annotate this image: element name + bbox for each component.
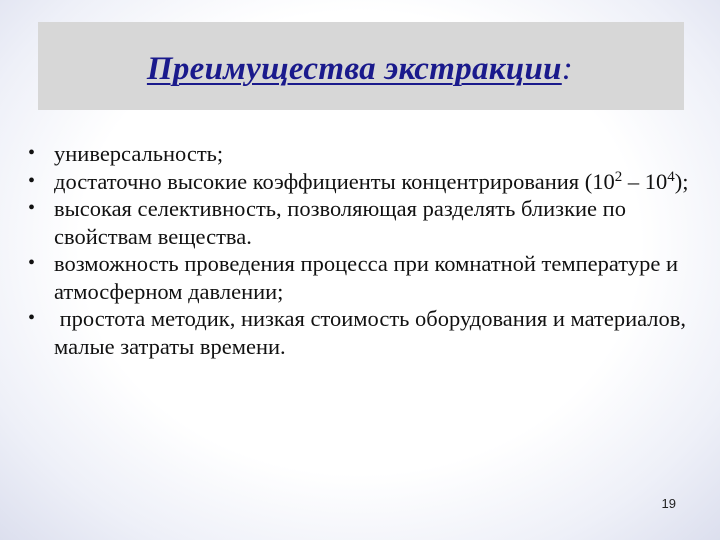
bullet-list — [22, 140, 702, 360]
bullet-text: простота методик, низкая стоимость оборудования и материалов, малые затраты времени. — [54, 306, 692, 359]
list-item — [22, 140, 702, 168]
list-item — [22, 168, 702, 196]
bullet-icon: • — [28, 142, 36, 164]
bullet-text: – 10 — [622, 168, 668, 194]
slide-title-text: Преимущества экстракции — [146, 51, 562, 87]
bullet-icon: • — [28, 307, 36, 329]
bullet-icon: • — [28, 252, 36, 274]
page-number: 19 — [661, 496, 676, 511]
bullet-icon: • — [28, 169, 36, 192]
bullet-text: ); — [674, 168, 689, 194]
list-item — [22, 250, 702, 305]
slide-title-colon: : — [561, 51, 574, 87]
bullet-text: универсальность; — [54, 141, 224, 166]
bullet-text: высокая селективность, позволяющая разделять близкие по свойствам вещества. — [54, 196, 626, 249]
bullet-text: возможность проведения процесса при комнатной температуре и атмосферном давлении; — [54, 251, 678, 304]
slide-title — [0, 49, 720, 89]
superscript: 4 — [667, 168, 675, 185]
list-item — [22, 195, 702, 250]
bullet-icon: • — [28, 197, 36, 219]
superscript: 2 — [614, 168, 623, 185]
list-item — [22, 305, 702, 360]
bullet-text: достаточно высокие коэффициенты концентрирования (10 — [54, 168, 615, 194]
